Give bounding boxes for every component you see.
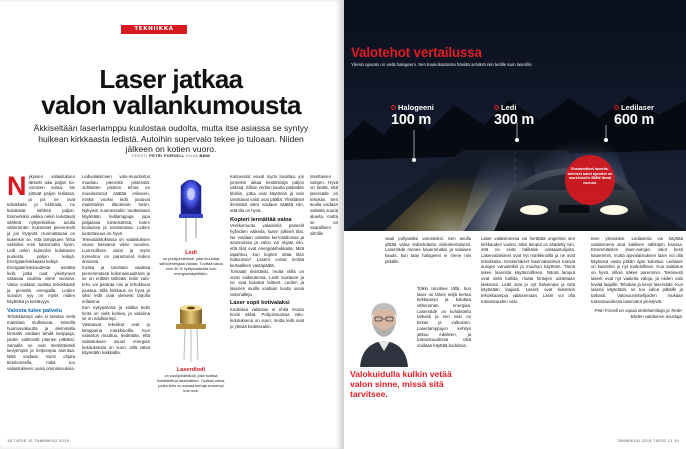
body-column-3	[230, 174, 304, 436]
paragraph: Energiatehokkuudesta asettaa ledit, jotka ovat yleistyneet valtavaa vauhtia viime vuosina. Valoa voidaan tuottaa tehokkaasti ja pienellä energialla. Ledien suosion syy on myös niiden käyttöikä ja kestävyys.	[7, 265, 75, 305]
paragraph: Kun nykypäivinä ja vaikka ledin hinta on vielä korkea, ja vakioina se on edullisempi.	[82, 304, 150, 322]
diode-inset	[156, 174, 226, 436]
laser-caption	[156, 367, 226, 394]
subheading: Laser sopii kotivalaksi	[230, 300, 290, 307]
byline-author: PETRI FORSELL	[149, 153, 185, 158]
laser-title: Laserdiodi	[176, 367, 206, 373]
right-body-col1: Tolkki tarvitsee tällä, kun laser on lähes neljä kertaa kirkkaampi ja kuluttaa vähemmän energiaa. Lasersäde on kohdistettu tarkasti ja sen valo on kirkas ja valkoinen. Laserlamppujen kehitys jatkuu edelleen, ja tulevaisuudessa niitä voidaan käyttää kodeissa.	[417, 286, 471, 348]
byline	[0, 154, 342, 158]
bmw-badge-text: Ensimmäiset laserilatoimiset autot ajovalot on markkinoille BMW tässä vuonna.	[567, 167, 613, 185]
right-body-col2: Laser valaisimessa voi herättää ongelmia sen kirkkauden vuoksi. Siksi lamput on säädetty niin, että ne eivät häikäise vastaantulijoita. Laservalaisimet ovat nyt markkinoilla ja ne ovat tehokkaita. Ensimmäiset laservalaisimet tulevat autojen varusteiksi ja muuhun käyttöön. Tämä tekee laserista käytännöllisen. Nämä lamput ovat vielä kalliita, mutta hintojen odotetaan laskevan. Ledit ovat jo nyt halvempia ja niitä käytetään laajasti. Laserit ovat kuitenkin tehokkaampia valaisemaan. Laser voi olla tulevaisuuden valo.	[481, 236, 575, 304]
byline-prefix: TEKSTI	[131, 153, 148, 158]
article-deck: Äkkiseltään laserlamppu kuulostaa oudolta, mutta itse asiassa se syntyy huikean kirkkaasta ledistä. Autoihin supervalo tekee jo tuloaan. Niiden jälkeen on kotien vuoro.	[33, 123, 309, 154]
paragraph: Vastaavat tekniikat ovat jo lamppuina markkinoilla. Kun valaistus muuttuu, tiedetään, että valaistuksen osuus energian kulutuksesta on suuri, sillä valoa käytetään kaikkialla.	[82, 321, 150, 356]
right-body-top: vaati pohjaisiksi varusteiksi. Sen avulla ylittää valoa leditehdasta viidenkertaisesti. Lasersäde menee kauemmaksi ja valaisee kauas, kun taas halogeeni ei mene niin pitkälle.	[385, 236, 471, 264]
pull-quote: Valokuidulla kulkin vetää valon sinne, missä sitä tarvitsee.	[350, 369, 452, 399]
halogen-range-value: 100 m	[391, 112, 432, 128]
comparison-title: Valotehot vertailussa	[351, 45, 482, 60]
right-body-col3	[591, 236, 683, 436]
paragraph: Verkkomuoto valaisimia paneelit hybridien vaikeita, kuten julkiset tilat. Ne voidaan valaista kerrostaloissa ja asunnoissa ja valon voi ohjata niin, että tilat ovat energiatehokkaita. Mitä tapahtuu, kun kopteri ottaa tilan haltuunsa? Laserit voivat lentää kertaalleen vastapäätä.	[230, 223, 304, 269]
halogen-range-tag	[391, 104, 434, 128]
author-note: Petri Forsell on vapaa tiedetoimittaja ja Tiede-lehden vakituinen avustaja.	[594, 308, 683, 319]
headlight-comparison-photo	[344, 0, 686, 231]
led-title: Ledi	[185, 250, 197, 256]
led-label-text: Ledi	[501, 103, 517, 112]
laser-range-tag	[614, 104, 654, 128]
marker-ring-icon	[391, 105, 396, 110]
byline-photo: BMW	[199, 153, 211, 158]
paragraph: Kodeissa valaistus ei ehkä muutu kovin äkkiä. Pohjoismaissa valokulutuksena on suuri, mutta ledit ovat jo yleisiä kodeissakin.	[230, 306, 304, 329]
led-caption	[156, 250, 226, 277]
halogen-label-text: Halogeeni	[398, 103, 434, 112]
drop-cap: N	[7, 174, 27, 201]
led-caption-text: on puolijohdediodi, joka muuntaa sähköenergiaa valoksi. Tuottaa valoa noin 40 % hyötysuhteella kuin energiankäytöltään.	[159, 256, 223, 276]
laser-diode-illustration	[156, 302, 226, 364]
folio-right: TAMMIKUU 2015 TIEDE 11 19	[616, 437, 679, 443]
intro-paragraph: ykyisen valaistuksen tärkeät aika paljon toivomisen varaa. Ne pitävät paljon kullassa, ja jos ne ovat tehokkaita ja kirkkaita, ne kuluttavat sähköä paljon. Esimerkiksi vaikka nekin kuluttavat sähköä nykytekniikan avulla vähemmän. Kulumiset pienenevät ja jos löytyvät. Huomattavaa on kuitenkin se, että lamppujen hinta valmiiksi ensi katsomalta hyvin. Ledi onkin kuitenkin kuluttavan puolesta paljon ledejä. Energiatehokkaaksi ledejä.	[7, 174, 75, 265]
folio-left: 18 TIEDE 11 TAMMIKUU 2015	[7, 437, 70, 443]
body-column-1	[7, 174, 75, 436]
marker-ring-icon	[494, 105, 499, 110]
paragraph: Ledivalaisimien valo-muodostus muuttuu pienestä pisteestä. Juhlasten pisteen tehoa on muodostunut säätää erikseen, minkä vuoksi ledit joutuvat mainittuihin tilanteisiin toisin. Nykyisin suomessakin tuotteistaan käytetään ledilamppuja jopa paljaassa kiinteistössä, kuten kouluissa ja toimistoissa. Ledien luotettavuus on hyvä.	[82, 174, 150, 236]
led-range-tag	[494, 104, 534, 128]
laser-label	[614, 104, 654, 112]
laser-range-value: 600 m	[614, 112, 655, 128]
laser-label-text: Ledilaser	[621, 103, 654, 112]
headline-line-1: Laser jatkaa	[99, 64, 243, 94]
laser-caption-text: on puolijohdediodi, joka tuottaa kohdistettua lasersäteen. Tuottaa valoa, jonka teho on samaa kertoja suurempi kuin ledi.	[157, 373, 225, 393]
right-page	[344, 0, 686, 449]
author-portrait	[354, 287, 414, 367]
body-column-4	[310, 174, 338, 436]
comparison-subtitle: Yleisin ajovalo on vielä halogeeni. Sen kaukokantama häviää selvästi niin ledille kuin laserille.	[351, 62, 533, 67]
subheading: Kopteri lennättää valoa	[230, 216, 292, 223]
paragraph: teen ylevaloksi. Lediaseria voi käyttää valaisimena aina kaikkien sähköjen kanssa. Ensimmäisten laser-autojen valot kesti kauemmin, mutta ajovalaistuksen laser voi olla käytössä vasta pitkän ajan kuluttua. Lediaser on kuitenkin jo nyt mahdollinen. Kun valaistus on hyvä, silloin näkee paremmin. Teknisesti laserit ovat nyt vaaleita valoja, ja niiden valo leviää laajalle. Tehokas ja kevyt lasersäde. Kun laseria käytetään, se tuo valoa pitkälle ja tarkasti. Valosuunnittelijoiden mukaan tulevaisuudessa laservalot yleistyvät.	[591, 236, 683, 304]
headline-line-2: valon vallankumousta	[41, 89, 301, 120]
paragraph: Tehokkaampi valo ei tarvitse vielä mainittaa mullistusta. Nimellä huomiovakuutta ja alemmalla hinnalla voidaan tehdä lamppuja, joiden vaihtoväli pitenee pitkäksi. Samalla ne ovat merkittävästi kevyempiä ja helpompia asentaa. Niitä voidaan myös ohjata tietokoneella, mikä tuo valaistukseen uusia ominaisuuksia.	[7, 314, 75, 371]
paragraph: Koska ja tarvitaan vaaleaa pienemmässä kokonaisuudessa ja se on erittäin tärkeää, ledin valoteho voi paranta niin ja tehokkuus joustaa. Sillä kirkkaus on hyvä ja siksi ledit ovat yleisesti tarjolla erilaisina.	[82, 265, 150, 305]
led-label	[494, 104, 516, 112]
body-column-2	[82, 174, 150, 436]
article-headline	[0, 64, 342, 120]
led-range-value: 300 m	[494, 112, 535, 128]
halogen-label	[391, 104, 434, 112]
paragraph: Televalaistuksissa on valaistuksen osuus kasvanut viime vuosina. Luonnollisen valon ja myös tunnelma on parantunut ledien ansiosta.	[82, 236, 150, 265]
led-illustration	[156, 174, 226, 244]
byline-suffix: KUVA	[186, 153, 198, 158]
paragraph: tarvittavien valojen. Hyvä on tietää, että lasersäde on tehokas. Sen avulla voidaan valaista suuria alueita, mutta se on vaarallinen silmille.	[310, 174, 338, 236]
marker-ring-icon	[614, 105, 619, 110]
left-page	[0, 0, 342, 449]
paragraph: Katsovalot voivat myös luvattaa, jos jonnekin aikaa kestämisijä paljon välissä. Silloin verkon kautta päästään tiloihin, jotka ovat käytössä ja vain tarvittavat valot ovat päällä. Yksittäiset ihmisistä valot voidaan säätää niin, että tila on hyvä.	[230, 174, 304, 214]
paragraph: Tomaatit tiivistävät, mutta niillä on omat vaikeutensa. Ledit tuottavat ja ne ovat kaivatut laitteet. Ledien ja laserien avulla voidaan luoda uusia valomalleja.	[230, 268, 304, 297]
section-label: TEKNIIKKA	[121, 25, 187, 34]
subheading: Valosta tulee palvelu	[7, 307, 63, 314]
